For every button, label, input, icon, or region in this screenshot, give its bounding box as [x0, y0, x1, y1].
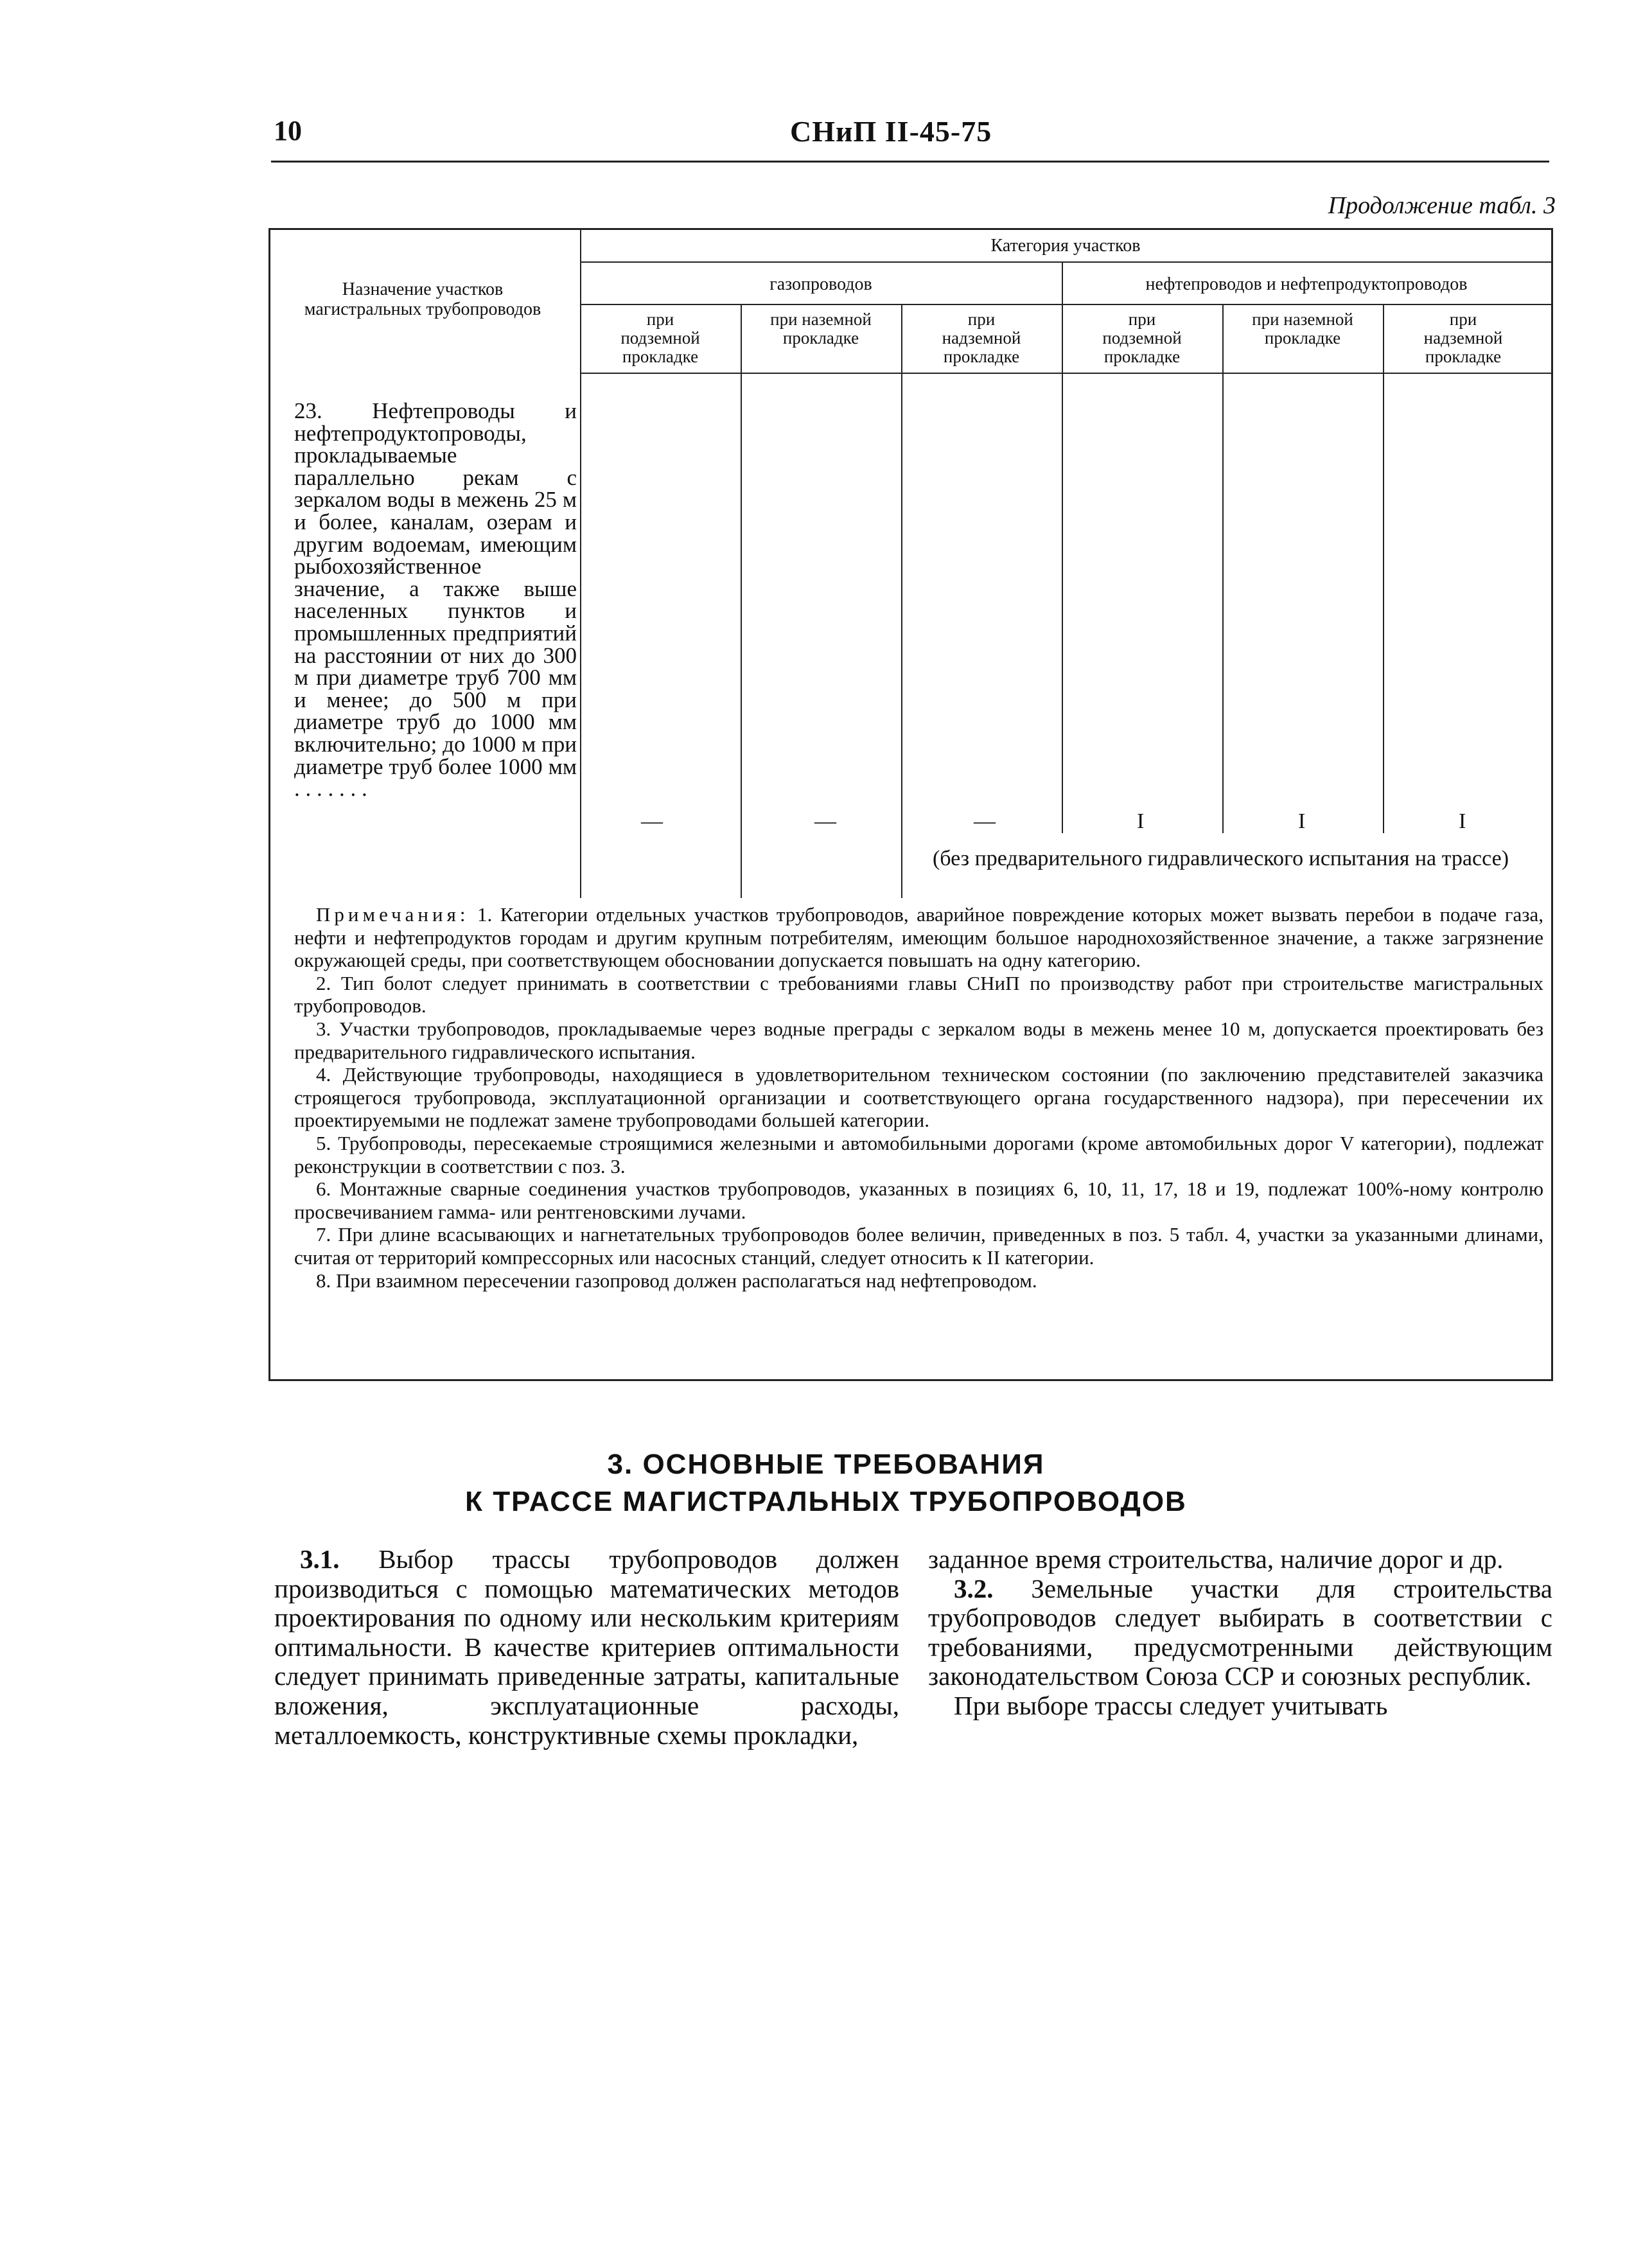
table-continuation-label: Продолжение табл. 3: [1328, 192, 1556, 219]
table-top-border: [268, 228, 1553, 230]
document-title: СНиП II-45-75: [790, 115, 992, 148]
category-header-rule: [580, 261, 1551, 263]
row-23-test-note: (без предварительного гидравлического испытания на трассе): [932, 847, 1509, 870]
paragraph-3-3: При выборе трассы следует учитывать: [954, 1690, 1388, 1720]
oil-above-header: при надземной прокладке: [1423, 310, 1503, 366]
col-divider: [901, 304, 902, 898]
section-heading-line-2: К ТРАССЕ МАГИСТРАЛЬНЫХ ТРУБОПРОВОДОВ: [465, 1486, 1187, 1517]
oil-underground-header: при подземной прокладке: [1102, 310, 1182, 366]
paragraph-3-2-number: 3.2.: [954, 1573, 994, 1603]
row-23-gas-above: —: [974, 809, 996, 833]
oil-group-header: нефтепроводов и нефтепродуктопроводов: [1145, 274, 1468, 294]
row-23-gas-ground: —: [814, 809, 836, 833]
note-3: 3. Участки трубопроводов, прокладываемые через водные преграды с зеркалом воды в межень менее 10 м, допускается проектировать без предварительного гидравлического испытания.: [294, 1017, 1543, 1063]
col-divider: [1383, 304, 1384, 833]
note-5: 5. Трубопроводы, пересекаемые строящимися железными и автомобильными дорогами (кроме автомобильных дорог V категории), подлежат реконструкции в соответствии с поз. 3.: [294, 1131, 1543, 1177]
oil-ground-header: при наземной прокладке: [1252, 310, 1353, 348]
note-1: Примечания: 1. Категории отдельных участков трубопроводов, аварийное повреждение которых может вызвать перебои в подаче газа, нефти и нефтепродуктов городам и другим крупным потребителям, имеющим большое народнохозяйственное значение, а также загрязнение окружающей среды, при соответствующем обосновании допускается повышать на одну категорию.: [294, 903, 1543, 972]
col-divider: [580, 228, 581, 898]
table-right-border: [1551, 228, 1553, 1381]
note-8: 8. При взаимном пересечении газопровод должен располагаться над нефтепроводом.: [316, 1269, 1037, 1292]
right-column: [928, 1545, 1552, 1721]
paragraph-3-1: 3.1. Выбор трассы трубопроводов должен производиться с помощью математических методов проектирования по одному или нескольким критериям оптимальности. В качестве критериев оптимальности следует принимать приведенные затраты, капитальные вложения, эксплуатационные расходы, металлоемкость, конструктивные схемы прокладки,: [274, 1544, 899, 1750]
row-23-gas-underground: —: [641, 809, 663, 833]
col-divider: [741, 304, 742, 898]
gas-ground-header: при наземной прокладке: [770, 310, 872, 348]
note-7: 7. При длине всасывающих и нагнетательных трубопроводов более величин, приведенных в поз. 5 табл. 4, участки за указанными длинами, считая от территорий компрессорных или насосных станций, следует относить к II категории.: [294, 1223, 1543, 1269]
table-bottom-border: [268, 1379, 1553, 1381]
group-header-rule: [580, 304, 1551, 305]
paragraph-3-1-number: 3.1.: [300, 1544, 340, 1574]
col-divider: [1222, 304, 1224, 833]
purpose-column-header: Назначение участков магистральных трубопроводов: [304, 279, 541, 319]
gas-above-header: при надземной прокладке: [942, 310, 1021, 366]
left-column: [274, 1545, 899, 1750]
row-23-oil-ground: I: [1298, 809, 1306, 833]
row-23-oil-above: I: [1459, 809, 1466, 833]
section-heading-line-1: 3. ОСНОВНЫЕ ТРЕБОВАНИЯ: [607, 1449, 1045, 1480]
gas-underground-header: при подземной прокладке: [620, 310, 700, 366]
gas-group-header: газопроводов: [769, 274, 872, 294]
note-4: 4. Действующие трубопроводы, находящиеся в удовлетворительном техническом состоянии (по заключению представителей заказчика строящегося трубопровода, эксплуатационной организации и соответствующего органа государственного надзора), при пересечении их проектируемыми не подлежат замене трубопроводами большей категории.: [294, 1063, 1543, 1132]
row-23-description: 23. Нефтепроводы и нефтепродуктопроводы, прокладываемые параллельно рекам с зеркалом воды в межень 25 м и более, каналам, озерам и другим водоемам, имеющим рыбохозяйственное значение, а также выше населенных пунктов и промышленных предприятий на расстоянии от них до 300 м при диаметре труб 700 мм и менее; до 500 м при диаметре труб до 1000 мм включительно; до 1000 м при диаметре труб более 1000 мм . . . . . . .: [294, 398, 577, 802]
row-23-oil-underground: I: [1137, 809, 1145, 833]
paragraph-3-1-continued: заданное время строительства, наличие дорог и др.: [928, 1544, 1504, 1574]
table-notes: [294, 903, 1543, 1292]
table-left-border: [268, 228, 270, 1381]
header-rule: [271, 161, 1549, 163]
note-6: 6. Монтажные сварные соединения участков трубопроводов, указанных в позициях 6, 10, 11, 17, 18 и 19, подлежат 100%-ному контролю просвечиванием гамма- или рентгеновскими лучами.: [294, 1177, 1543, 1223]
col-divider: [1062, 261, 1063, 833]
notes-label: Примечания:: [316, 903, 470, 926]
page-number: 10: [274, 115, 302, 146]
header-bottom-rule: [580, 373, 1551, 374]
category-header: Категория участков: [990, 236, 1141, 256]
note-2: 2. Тип болот следует принимать в соответствии с требованиями главы СНиП по производству работ при строительстве магистральных трубопроводов.: [294, 971, 1543, 1018]
paragraph-3-2: 3.2. Земельные участки для строительства трубопроводов следует выбирать в соответствии с требованиями, предусмотренными действующим законодательством Союза ССР и союзных республик.: [928, 1573, 1552, 1691]
category-table: [268, 228, 1553, 1381]
